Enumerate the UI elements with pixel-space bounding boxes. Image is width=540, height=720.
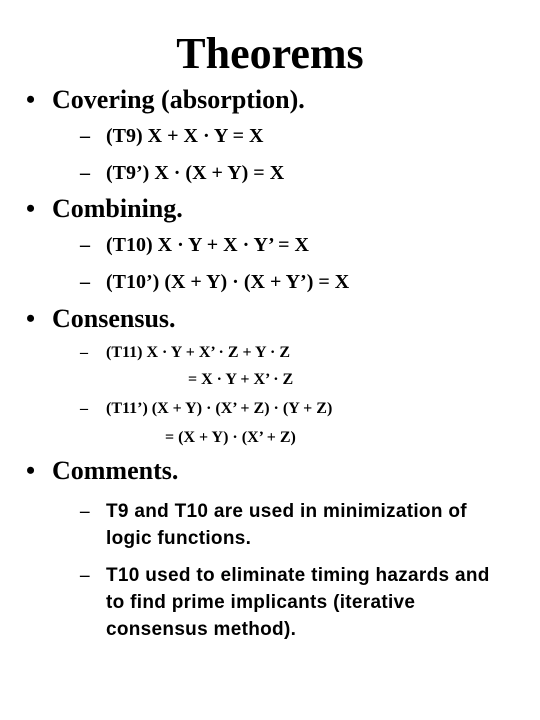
dash-symbol: – [80,501,90,522]
bullet-consensus [26,304,176,334]
item-t10-text: (T10) X · Y + X · Y’ = X [106,234,309,256]
item-t11-prime-text: (T11’) (X + Y) · (X’ + Z) · (Y + Z) [106,400,333,417]
item-t11-continuation: = X · Y + X’ · Z [188,371,294,388]
heading-covering: Covering (absorption). [52,85,305,114]
bullet-symbol: • [26,456,36,485]
comment-item-2 [80,562,510,643]
page-title: Theorems [176,29,364,78]
dash-symbol: – [80,234,90,256]
item-t11-prime-continuation: = (X + Y) · (X’ + Z) [165,429,296,446]
heading-consensus: Consensus. [52,304,176,333]
item-t9 [80,124,263,148]
bullet-combining [26,194,183,224]
item-t9-text: (T9) X + X · Y = X [106,125,264,147]
dash-symbol: – [80,565,90,586]
item-t11-prime [80,399,332,419]
dash-symbol: – [80,271,90,293]
dash-symbol: – [80,344,88,361]
dash-symbol: – [80,162,90,184]
bullet-comments [26,456,178,486]
bullet-covering [26,85,305,115]
item-t10-prime-text: (T10’) (X + Y) · (X + Y’) = X [106,271,350,293]
item-t9-prime-text: (T9’) X · (X + Y) = X [106,162,285,184]
item-t11 [80,343,290,363]
item-t10-prime [80,270,349,294]
item-t10 [80,233,309,257]
comment-item-2-text: T10 used to eliminate timing hazards and to find prime implicants (iterative consensus method). [106,565,490,640]
bullet-symbol: • [26,304,36,333]
comment-item-1-text: T9 and T10 are used in minimization of logic functions. [106,501,467,549]
item-t9-prime [80,161,284,185]
heading-combining: Combining. [52,194,183,223]
dash-symbol: – [80,125,90,147]
bullet-symbol: • [26,194,36,223]
item-t11-text: (T11) X · Y + X’ · Z + Y · Z [106,344,291,361]
heading-comments: Comments. [52,456,179,485]
dash-symbol: – [80,400,88,417]
comment-item-1 [80,498,510,552]
bullet-symbol: • [26,85,36,114]
